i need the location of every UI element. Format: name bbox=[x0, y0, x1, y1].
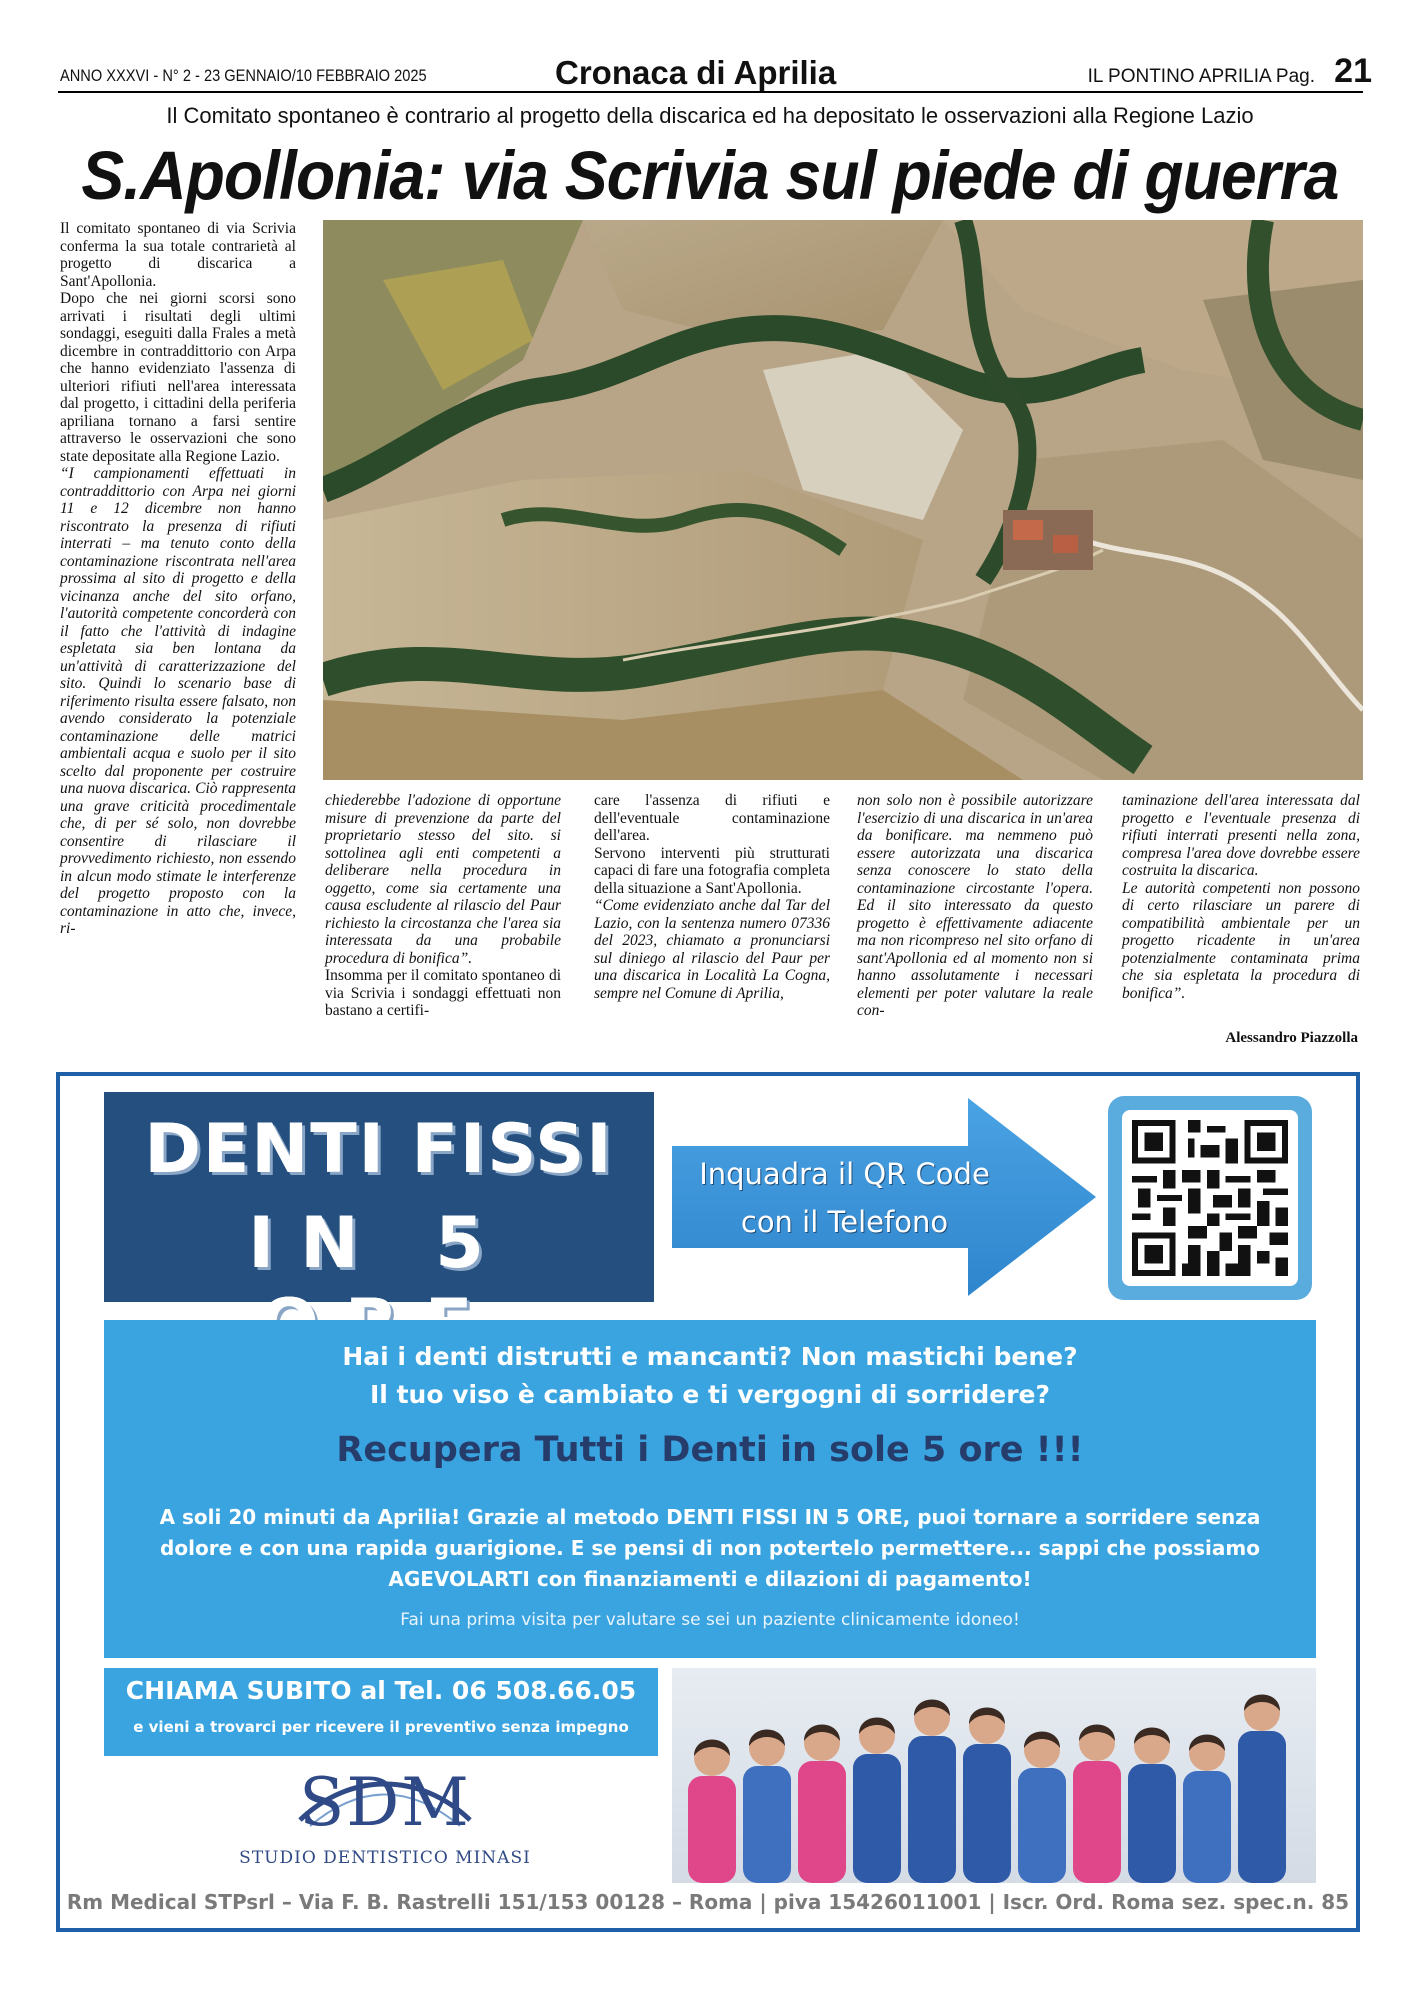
article-headline: S.Apollonia: via Scrivia sul piede di guerra bbox=[81, 137, 1339, 214]
ad-footer-legal: Rm Medical STPsrl – Via F. B. Rastrelli 151/153 00128 – Roma | piva 15426011001 | Iscr. Ord. Roma sez. spec.n. 85 bbox=[66, 1890, 1350, 1914]
ad-title-line-2: IN 5 bbox=[248, 1202, 510, 1284]
ad-body: A soli 20 minuti da Aprilia! Grazie al metodo DENTI FISSI IN 5 ORE, puoi tornare a sorridere senza dolore e con una rapida guarigione. E se pensi di non potertelo permettere... sappi che possiamo AGEVOLARTI con finanziamenti e dilazioni di pagamento! bbox=[159, 1505, 1261, 1591]
call-to-action-subtitle: e vieni a trovarci per ricevere il preventivo senza impegno bbox=[133, 1718, 629, 1736]
qr-prompt bbox=[672, 1150, 1017, 1246]
article-column-4 bbox=[857, 792, 1093, 1020]
paragraph: Servono interventi più strutturati capaci di fare una fotografia completa della situazione a Sant'Apollonia. bbox=[594, 844, 830, 897]
team-member-body bbox=[688, 1776, 736, 1883]
quote-paragraph: “I campionamenti effettuati in contraddittorio con Arpa nei giorni 11 e 12 dicembre non hanno riscontrato la presenza di rifiuti interrati – ma tenuto conto della contaminazione riscontrata nell'area prossima al sito di progetto e della vicinanza anche del sito orfano, l'autorità competente concorderà con il fatto che l'attività di indagine espletata sia ben lontana da un'attività di caratterizzazione del sito. Quindi lo scenario base di riferimento risulta essere falsato, non avendo considerato la potenziale contaminazione delle matrici ambientali acqua e suolo per il sito scelto dal proponente per costruire una nuova discarica. Ciò rappresenta una grave criticità procedimentale che, di per sé solo, non dovrebbe consentire di rilasciare il provvedimento richiesto, non essendo in alcun modo stimate le interferenze del progetto proposto con la contaminazione in atto che, invece, ri- bbox=[60, 465, 296, 937]
paragraph: Il comitato spontaneo di via Scrivia conferma la sua totale contrarietà al progetto di discarica a Sant'Apollonia. bbox=[60, 220, 296, 290]
publication-name: IL PONTINO APRILIA Pag. bbox=[1087, 66, 1315, 87]
ad-title-line-1: DENTI FISSI bbox=[144, 1110, 614, 1189]
ad-question-2: Il tuo viso è cambiato e ti vergogni di sorridere? bbox=[370, 1380, 1050, 1409]
qr-prompt-line-2: con il Telefono bbox=[740, 1205, 949, 1239]
call-to-action-phone[interactable]: CHIAMA SUBITO al Tel. 06 508.66.05 bbox=[125, 1676, 637, 1705]
team-member-body bbox=[1073, 1761, 1121, 1883]
team-member-body bbox=[963, 1744, 1011, 1883]
section-title: Cronaca di Aprilia bbox=[555, 54, 837, 91]
article-column-3 bbox=[594, 792, 830, 1002]
qr-code-icon[interactable] bbox=[1132, 1120, 1288, 1276]
paragraph: taminazione dell'area interessata dal progetto e l'eventuale presenza di rifiuti interrati presenti nella zona, compresa l'area dove dovrebbe essere costruita la discarica. bbox=[1122, 792, 1360, 879]
article-column-5 bbox=[1122, 792, 1360, 1002]
paragraph: care l'assenza di rifiuti e dell'eventuale contaminazione dell'area. bbox=[594, 792, 830, 844]
article-column-1 bbox=[60, 220, 296, 938]
paragraph: Dopo che nei giorni scorsi sono arrivati i risultati degli ultimi sondaggi, eseguiti dalla Frales a metà dicembre in contraddittorio con Arpa che hanno evidenziato l'assenza di ulteriori rifiuti nell'area interessata dal progetto, i cittadini della periferia apriliana tornano a farsi sentire attraverso le osservazioni che sono state depositate alla Regione Lazio. bbox=[60, 290, 296, 465]
article-author: Alessandro Piazzolla bbox=[1225, 1030, 1358, 1046]
sdm-logo-letters: SDM bbox=[299, 1764, 471, 1841]
paragraph: Insomma per il comitato spontaneo di via Scrivia i sondaggi effettuati non bastano a certifi- bbox=[325, 967, 561, 1019]
sdm-logo-name: STUDIO DENTISTICO MINASI bbox=[239, 1848, 531, 1868]
paragraph: chiederebbe l'adozione di opportune misure di prevenzione da parte del proprietario stesso del sito. si sottolinea agli enti competenti a deliberare nella procedura in oggetto, come sia certamente una causa escludente al rilascio del Paur richiesto la circostanza che l'area sia interessata da una probabile procedura di bonifica”. bbox=[325, 792, 561, 967]
team-member-body bbox=[1183, 1771, 1231, 1883]
masthead-rule bbox=[58, 91, 1363, 93]
team-member-body bbox=[1018, 1768, 1066, 1883]
article-column-2 bbox=[325, 792, 561, 1020]
team-member-body bbox=[1238, 1731, 1286, 1883]
team-member-body bbox=[743, 1766, 791, 1883]
team-photo bbox=[672, 1668, 1316, 1883]
paragraph: Le autorità competenti non possono di certo rilasciare un parere di compatibilità ambientale per un progetto ricadente in un'area potenzialmente contaminata prima che sia espletata la procedura di bonifica”. bbox=[1122, 879, 1360, 1002]
ad-message-panel bbox=[104, 1320, 1316, 1658]
page-number: 21 bbox=[1334, 52, 1372, 90]
aerial-photo bbox=[323, 220, 1363, 780]
team-member-body bbox=[798, 1761, 846, 1883]
qr-prompt-line-1: Inquadra il QR Code bbox=[699, 1157, 990, 1191]
ad-footnote: Fai una prima visita per valutare se sei un paziente clinicamente idoneo! bbox=[400, 1610, 1020, 1630]
quote-paragraph: “Come evidenziato anche dal Tar del Lazio, con la sentenza numero 07336 del 2023, chiamato a pronunciarsi sul diniego al rilascio del Paur per una discarica in Località La Cogna, sempre nel Comune di Aprilia, bbox=[594, 897, 830, 1002]
article-kicker: Il Comitato spontaneo è contrario al progetto della discarica ed ha depositato le osservazioni alla Regione Lazio bbox=[166, 103, 1254, 128]
ad-headline: Recupera Tutti i Denti in sole 5 ore !!! bbox=[336, 1430, 1084, 1470]
team-member-body bbox=[1128, 1764, 1176, 1883]
ad-question-1: Hai i denti distrutti e mancanti? Non mastichi bene? bbox=[342, 1342, 1078, 1371]
paragraph: non solo non è possibile autorizzare l'esercizio di una discarica in un'area da bonificare. ma nemmeno può essere autorizzata una discarica senza conoscere lo stato della contaminazione circostante l'opera. Ed il sito interessato da questo progetto è effettivamente adiacente ma non ricompreso nel sito orfano di sant'Apollonia ed al momento non si hanno assolutamente i necessari elementi per poter valutare la reale con- bbox=[857, 792, 1093, 1019]
ad-title-box bbox=[104, 1092, 654, 1302]
issue-info: ANNO XXXVI - N° 2 - 23 GENNAIO/10 FEBBRAIO 2025 bbox=[60, 66, 427, 85]
team-member-body bbox=[908, 1736, 956, 1883]
team-member-body bbox=[853, 1754, 901, 1883]
